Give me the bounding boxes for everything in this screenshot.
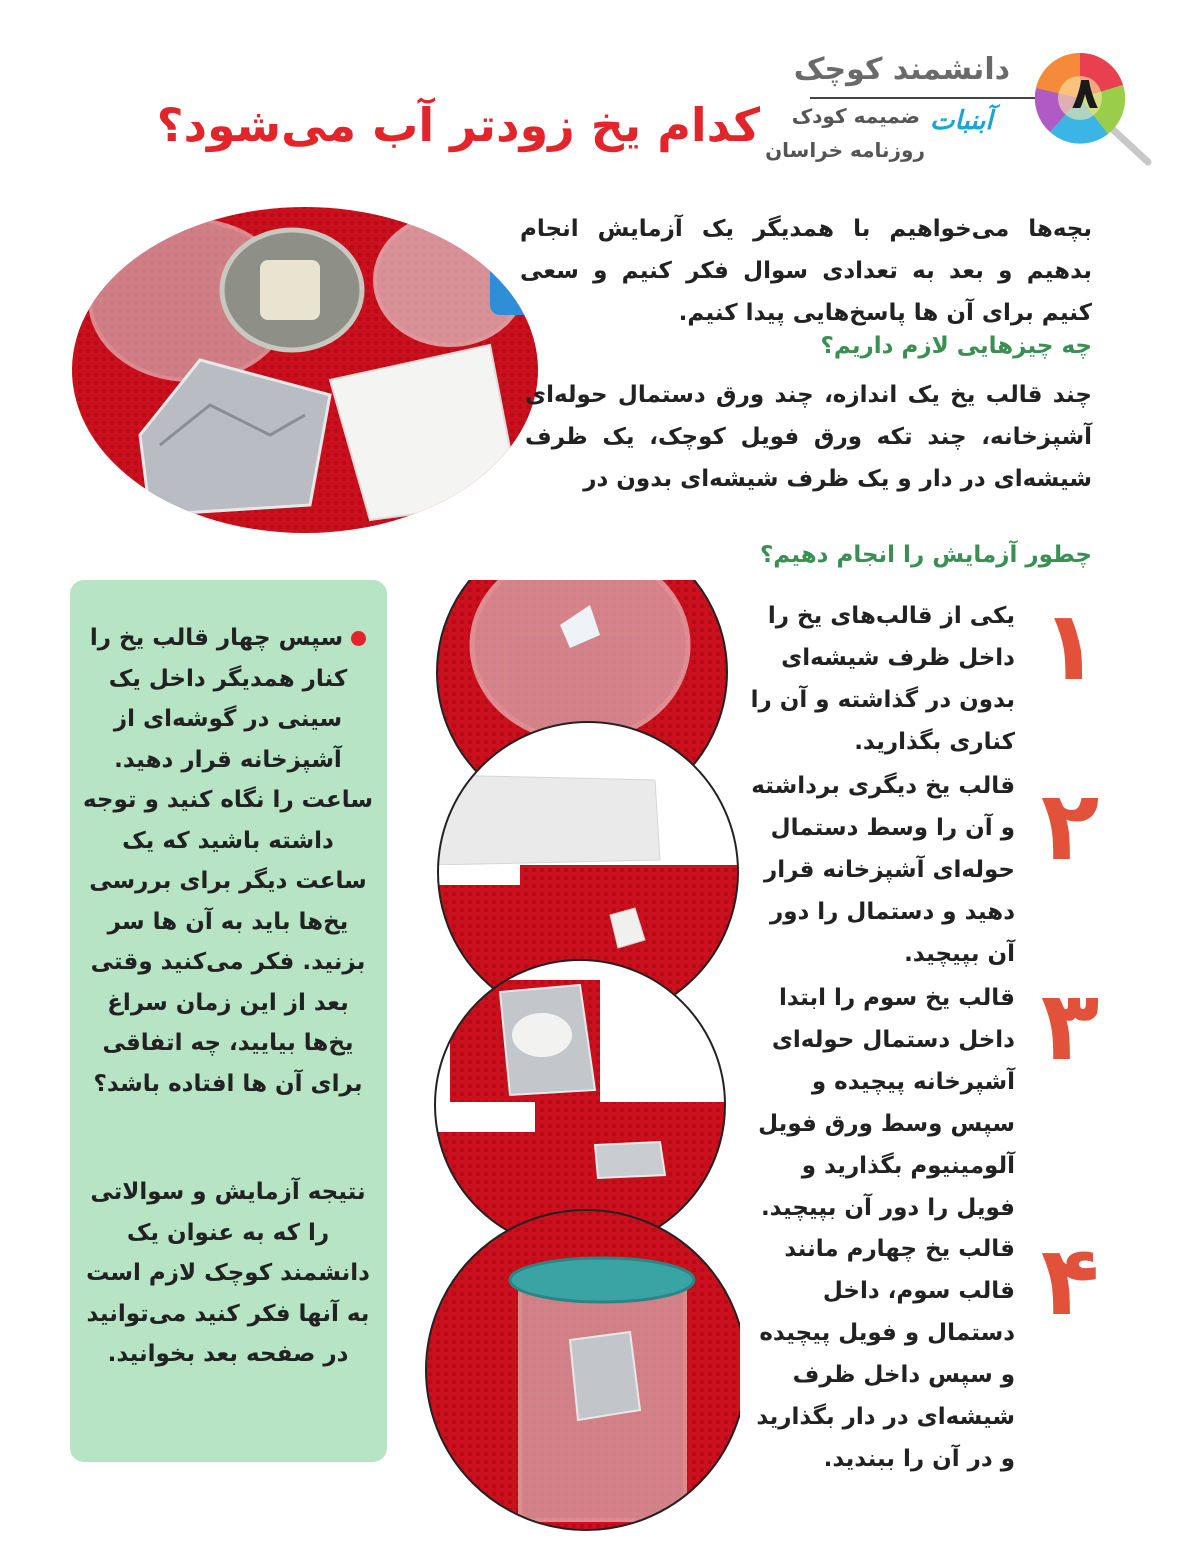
page-title: کدام یخ زودتر آب می‌شود؟ xyxy=(156,98,760,152)
brand-name: دانشمند کوچک xyxy=(793,52,1010,87)
logo-wordmark: آبنبات xyxy=(930,106,993,136)
step-1-number: ۱ xyxy=(1040,590,1100,702)
step-1-text: یکی از قالب‌های یخ را داخل ظرف شیشه‌ای بدون در گذاشته و آن را کناری بگذارید. xyxy=(750,603,1015,755)
page-number: ۸ xyxy=(1071,68,1099,119)
materials-photo xyxy=(70,205,540,535)
step-2-text: قالب یخ دیگری برداشته و آن را وسط دستمال حوله‌ای آشپزخانه قرار دهید و دستمال را دور آن بپیچید. xyxy=(751,773,1015,967)
step-3-number: ۳ xyxy=(1040,970,1100,1082)
step-3-text: قالب یخ سوم را ابتدا داخل دستمال حوله‌ای آشپرخانه پیچیده و سپس وسط ورق فویل آلومینیوم بگذارید و فویل را دور آن بپیچید. xyxy=(758,985,1015,1221)
procedure-heading: چطور آزمایش را انجام دهیم؟ xyxy=(759,542,1092,568)
materials-heading: چه چیزهایی لازم داریم؟ xyxy=(820,333,1092,359)
sidebar-paragraph-1-text: سپس چهار قالب یخ را کنار همدیگر داخل یک سینی در گوشه‌ای از آشپزخانه قرار دهید. ساعت را نگاه کنید و توجه داشته باشید که یک ساعت دیگر برای بررسی یخ‌ها باید به آن ها سر بزنید. فکر می‌کنید وقتی بعد از این زمان سراغ یخ‌ها بیایید، چه اتفاقی برای آن ها افتاده باشد؟ xyxy=(82,625,373,1097)
materials-text: چند قالب یخ یک اندازه، چند ورق دستمال حوله‌ای آشپزخانه، چند تکه ورق فویل کوچک، یک ظرف شیشه‌ای در دار و یک ظرف شیشه‌ای بدون در xyxy=(525,382,1092,492)
step-4-text: قالب یخ چهارم مانند قالب سوم، داخل دستمال و فویل پیچیده و سپس داخل ظرف شیشه‌ای در دار بگذارید و در آن را ببندید. xyxy=(756,1236,1015,1472)
sidebar-paragraph-2: نتیجه آزمایش و سوالاتی را که به عنوان یک دانشمند کوچک لازم است به آنها فکر کنید می‌توانید در صفحه بعد بخوانید. xyxy=(86,1179,370,1367)
brand-divider xyxy=(810,97,1045,99)
intro-paragraph: بچه‌ها می‌خواهیم با همدیگر یک آزمایش انجام بدهیم و بعد به تعدادی سوال فکر کنیم و سعی کنیم برای آن ها پاسخ‌هایی پیدا کنیم. xyxy=(520,216,1092,326)
newspaper-label: روزنامه خراسان xyxy=(765,138,925,162)
step-photos xyxy=(420,580,740,1540)
sidebar-paragraph-1 xyxy=(83,618,373,1104)
step-4-number: ۴ xyxy=(1040,1225,1100,1337)
supplement-label: ضمیمه کودک xyxy=(791,104,920,128)
step-2-number: ۲ xyxy=(1040,770,1100,882)
bullet-icon xyxy=(351,631,366,646)
